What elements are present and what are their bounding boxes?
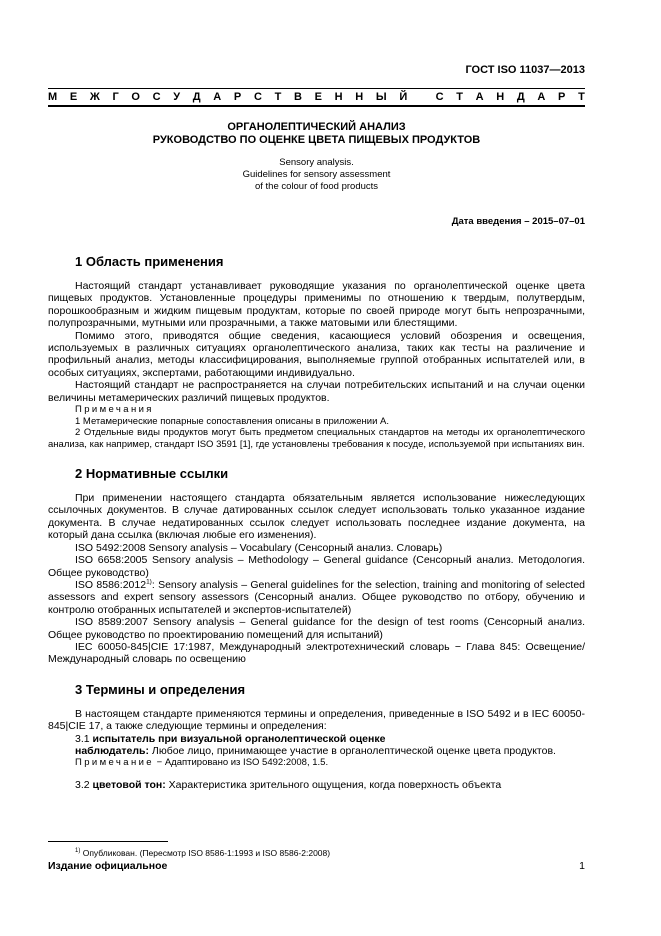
standard-band-letter — [420, 91, 423, 104]
en-title-line-3: of the colour of food products — [254, 181, 379, 192]
interstate-standard-band — [48, 91, 585, 104]
section-scope — [48, 254, 585, 450]
standard-band-letter: Ж — [89, 91, 100, 103]
section-terms-definitions — [48, 682, 585, 792]
document-page — [48, 0, 585, 936]
term-3-1-definition-text: Любое лицо, принимающее участие в органолептической оценке цвета продуктов. — [149, 744, 556, 757]
section-1-paragraph-1: Настоящий стандарт устанавливает руководящие указания по органолептической оценке цвета пищевых продуктов. Установленные процедуры применимы по отношению к твердым, полутвердым, порошкообразным и жидким пищевым продуктам, которые по своей природе могут быть непрозрачными, полупрозрачными, мутными или прозрачными, а также матовыми или блестящими. — [48, 280, 585, 330]
standard-band-letter: Й — [399, 91, 408, 103]
reference-iso-6658: ISO 6658:2005 Sensory analysis – Methodology – General guidance (Сенсорный анализ. Методология. Общее руководство) — [48, 554, 585, 579]
standard-band-letter: М — [48, 91, 58, 103]
reference-iso-8586 — [48, 579, 585, 616]
section-3-heading: 3 Термины и определения — [75, 681, 246, 697]
standard-band-letter: Н — [334, 91, 343, 103]
section-2-heading: 2 Нормативные ссылки — [75, 466, 229, 482]
footnote-text: Опубликован. (Пересмотр ISO 8586-1:1993 и ISO 8586-2:2008) — [80, 847, 331, 858]
reference-iso-8586-code: ISO 8586:2012 — [75, 578, 147, 591]
section-2-paragraph-1: При применении настоящего стандарта обязательным является использование нижеследующих ссылочных документов. В случае датированных ссылок следует использовать только указанное издание документа. В случае недатированных ссылок следует использовать последнее издание документа, на который дана ссылка (включая любые его изменения). — [48, 492, 585, 542]
standard-band-letter: А — [213, 91, 222, 103]
en-title-line-1: Sensory analysis. — [279, 157, 354, 168]
standard-band-letter: Н — [355, 91, 364, 103]
standard-band-letter: Р — [558, 91, 566, 103]
term-3-1-note-label: Примечание — [75, 757, 154, 769]
en-title-line-2: Guidelines for sensory assessment — [242, 169, 391, 180]
standard-band-letter: Д — [516, 91, 525, 103]
english-title — [48, 157, 585, 193]
footnote-mark-bottom: 1) — [75, 848, 81, 854]
footnote-rule — [48, 841, 168, 842]
term-3-2-term: цветовой тон: — [92, 778, 166, 791]
standard-band-letter: С — [253, 91, 262, 103]
standard-band-letter: Е — [69, 91, 78, 103]
introduction-date: Дата введения – 2015–07–01 — [451, 216, 585, 227]
term-3-2-definition-text: Характеристика зрительного ощущения, когда поверхность объекта — [165, 778, 502, 791]
term-3-2-number: 3.2 — [75, 778, 93, 791]
standard-band-letter: Р — [233, 91, 242, 103]
standard-band-letter: А — [475, 91, 484, 103]
term-3-1-term: испытатель при визуальной органолептической оценке — [92, 732, 386, 745]
standard-band-letter: Ы — [375, 91, 387, 103]
section-1-heading: 1 Область применения — [75, 254, 224, 269]
standard-band-letter: А — [537, 91, 546, 103]
footnote — [75, 846, 330, 859]
term-3-1-number: 3.1 — [75, 732, 93, 745]
standard-band-letter: Г — [112, 91, 119, 103]
title-line-2: РУКОВОДСТВО ПО ОЦЕНКЕ ЦВЕТА ПИЩЕВЫХ ПРОДУКТОВ — [152, 134, 481, 146]
term-3-1-synonym: наблюдатель: — [75, 744, 150, 757]
term-3-1 — [48, 733, 585, 745]
standard-band-letter: Д — [192, 91, 201, 103]
standard-band-letter: В — [293, 91, 302, 103]
note-2: 2 Отдельные виды продуктов могут быть предметом специальных стандартов на методы их органолептического анализа, как например, стандарт ISO 3591 [1], где установлены требования к посуде, используемой при испытаниях вин. — [48, 427, 585, 450]
gost-code: ГОСТ ISO 11037—2013 — [465, 64, 585, 76]
standard-band-letter: Т — [274, 91, 282, 103]
header-rule-top — [48, 88, 585, 89]
title-line-1: ОРГАНОЛЕПТИЧЕСКИЙ АНАЛИЗ — [227, 121, 406, 133]
term-3-2 — [48, 779, 585, 791]
term-3-1-note-text: − Адаптировано из ISO 5492:2008, 1.5. — [154, 757, 329, 769]
term-3-1-definition — [48, 745, 585, 757]
reference-iso-8589: ISO 8589:2007 Sensory analysis – General guidance for the design of test rooms (Сенсорный анализ. Общее руководство по проектированию помещений для испытаний) — [48, 616, 585, 641]
reference-iso-5492: ISO 5492:2008 Sensory analysis – Vocabulary (Сенсорный анализ. Словарь) — [75, 541, 443, 554]
official-edition-label: Издание официальное — [48, 860, 168, 872]
standard-band-letter: Е — [314, 91, 322, 103]
section-normative-references — [48, 466, 585, 666]
reference-iec-60050: IEC 60050-845|CIE 17:1987, Международный электротехнический словарь − Глава 845: Освещение/Международный словарь по освещению — [48, 640, 585, 666]
page-number: 1 — [579, 860, 585, 872]
term-3-1-note — [48, 757, 585, 769]
document-title — [48, 121, 585, 147]
note-1: 1 Метамерические попарные сопоставления описаны в приложении А. — [75, 415, 390, 427]
standard-band-letter: Т — [578, 91, 585, 103]
standard-band-letter: Н — [496, 91, 505, 103]
standard-band-letter: Т — [456, 91, 463, 103]
standard-band-letter: С — [435, 91, 444, 103]
section-1-paragraph-3: Настоящий стандарт не распространяется на случаи потребительских испытаний и на случаи оценки величины метамерических различий пищевых продуктов. — [48, 379, 585, 404]
standard-band-letter: С — [152, 91, 161, 103]
standard-band-letter: О — [131, 91, 140, 103]
header-rule-bottom — [48, 105, 585, 107]
footnote-mark: 1) — [146, 578, 152, 586]
document-body — [48, 254, 585, 791]
reference-iso-8586-text: : Sensory analysis – General guidelines for the selection, training and monitoring of selected assessors and expert sensory assessors (Сенсорный анализ. Общее руководство по отбору, обучению и контролю отобранных испытателей и экспертов-испытателей) — [48, 578, 585, 616]
section-1-paragraph-2: Помимо этого, приводятся общие сведения, касающиеся условий обозрения и освещения, используемых в различных ситуациях органолептического анализа, таких как тесты на различение и профильный анализ, методы классифицирования, выполняемые группой отобранных испытателей или, в особых ситуациях, экспертами, работающими индивидуально. — [48, 329, 585, 379]
notes-heading: Примечания — [75, 404, 154, 416]
standard-band-letter: У — [173, 91, 181, 103]
section-3-paragraph-1: В настоящем стандарте применяются термины и определения, приведенные в ISO 5492 и в IEC 60050-845|CIE 17, а также следующие термины и определения: — [48, 707, 585, 733]
